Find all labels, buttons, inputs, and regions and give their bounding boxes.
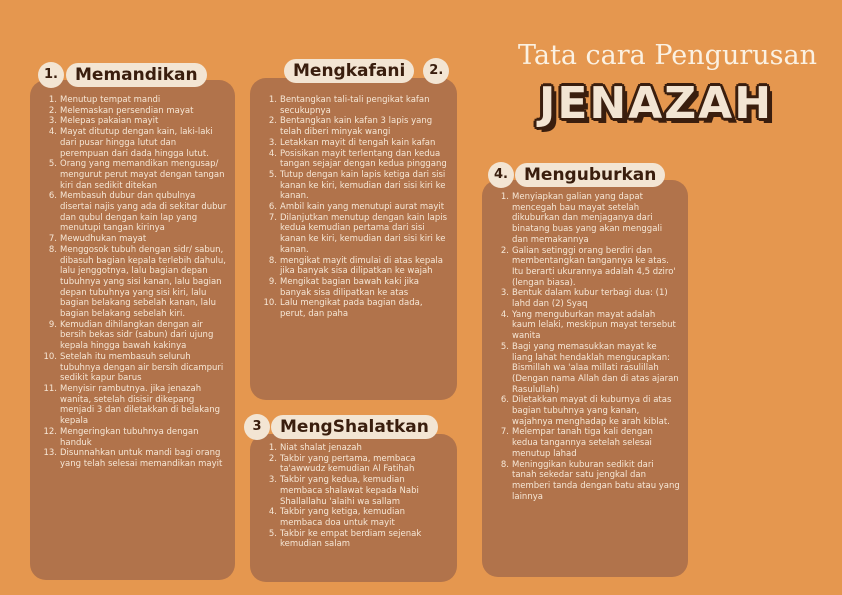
list-item-text: Mayat ditutup dengan kain, laki-laki dari pusar hingga lutut dan perempuan dari dada hingga lutut.: [60, 127, 213, 159]
list-item: [258, 138, 449, 149]
list-item-number: 13.: [43, 448, 57, 459]
list-item: [258, 256, 449, 277]
list-item: [38, 95, 227, 106]
list-item-text: Galian setinggi orang berdiri dan membentangkan tangannya ke atas. Itu berarti ukurannya adalah 4,5 dziro' (lengan biasa).: [512, 245, 676, 288]
list-item: [38, 427, 227, 448]
list-item-text: Melepas pakaian mayit: [60, 116, 159, 127]
list-item-number: 8.: [268, 255, 277, 266]
list-item: [490, 460, 680, 503]
list-item-number: 10.: [263, 298, 277, 309]
list-item-text: Takbir yang ketiga, kemudian membaca doa untuk mayit: [280, 507, 406, 528]
list-item: [258, 507, 449, 528]
list-item-number: 9.: [268, 276, 277, 287]
list-item-text: Melemaskan persendian mayat: [60, 105, 194, 116]
list-item-text: Mengikat bagian bawah kaki jika banyak sisa dilipatkan ke atas: [280, 276, 419, 298]
list-item-text: Bentangkan kain kafan 3 lapis yang telah diberi minyak wangi: [280, 116, 433, 138]
list-item-number: 8.: [500, 459, 509, 470]
list-item-number: 7.: [500, 427, 509, 438]
list-item-text: Membasuh dubur dan qubulnya disertai najis yang ada di sekitar dubur dan qubul dengan kain lap yang menutupi tangan kirinya: [60, 191, 227, 234]
section-title: MengShalatkan: [271, 415, 438, 439]
steps-list: [490, 192, 680, 502]
list-item: [258, 202, 449, 213]
list-item-number: 4.: [48, 127, 57, 138]
list-item-number: 5.: [48, 159, 57, 170]
list-item-text: Menyisir rambutnya. jika jenazah wanita, setelah disisir dikepang menjadi 3 dan diletakkan di belakang kepala: [60, 383, 221, 427]
section-title: Menguburkan: [515, 163, 665, 187]
list-item: [38, 384, 227, 427]
list-item: [38, 352, 227, 384]
list-item: [490, 342, 680, 396]
list-item-number: 12.: [43, 426, 57, 437]
list-item-number: 6.: [268, 202, 277, 213]
list-item: [490, 427, 680, 459]
list-item-number: 5.: [268, 528, 277, 539]
list-item-text: mengikat mayit dimulai di atas kepala jika banyak sisa dilipatkan ke wajah: [280, 255, 444, 277]
list-item: [38, 127, 227, 159]
list-item-number: 2.: [48, 105, 57, 116]
list-item-text: Mengeringkan tubuhnya dengan handuk: [60, 426, 199, 448]
list-item-text: Takbir ke empat berdiam sejenak kemudian salam: [280, 528, 422, 550]
list-item-text: Diletakkan mayat di kuburnya di atas bagian tubuhnya yang kanan, wajahnya menghadap ke arah kiblat.: [512, 395, 672, 427]
list-item: [490, 310, 680, 342]
list-item-text: Posisikan mayit terlentang dan kedua tangan sejajar dengan kedua pinggang: [280, 148, 447, 170]
list-item: [258, 454, 449, 475]
steps-list: [38, 95, 227, 470]
list-item-text: Takbir yang kedua, kemudian membaca shalawat kepada Nabi Shallallahu 'alaihi wa sallam: [280, 475, 419, 507]
steps-list: [258, 95, 449, 320]
list-item-number: 7.: [48, 234, 57, 245]
list-item-text: Setelah itu membasuh seluruh tubuhnya dengan air bersih dicampuri sedikit kapur barus: [60, 351, 224, 384]
list-item: [490, 288, 680, 309]
list-item-number: 6.: [48, 191, 57, 202]
section-card-menguburkan: [482, 180, 688, 577]
list-item-text: Meninggikan kuburan sedikit dari tanah sekedar satu jengkal dan memberi tanda dengan batu atau yang lainnya: [512, 459, 680, 502]
list-item-number: 5.: [500, 341, 509, 352]
list-item: [258, 149, 449, 170]
list-item-number: 6.: [500, 395, 509, 406]
list-item-text: Tutup dengan kain lapis ketiga dari sisi kanan ke kiri, kemudian dari sisi kiri ke kanan.: [280, 169, 446, 202]
list-item-number: 3.: [268, 137, 277, 148]
list-item: [38, 159, 227, 191]
list-item-text: Takbir yang pertama, membaca ta'awwudz kemudian Al Fatihah: [280, 453, 416, 475]
list-item-number: 11.: [43, 383, 57, 394]
section-heading-memandikan: [38, 62, 207, 88]
list-item: [38, 116, 227, 127]
section-heading-menguburkan: [488, 162, 665, 188]
page-title-line2: JENAZAH: [538, 78, 774, 129]
list-item: [258, 213, 449, 256]
list-item: [258, 116, 449, 137]
list-item: [490, 395, 680, 427]
list-item: [490, 246, 680, 289]
list-item-text: Yang menguburkan mayat adalah kaum lelaki, meskipun mayat tersebut wanita: [512, 309, 676, 342]
list-item-text: Bentangkan tali-tali pengikat kafan secukupnya: [280, 95, 430, 116]
section-number-badge: 3: [244, 414, 270, 440]
list-item: [258, 95, 449, 116]
list-item-text: Ambil kain yang menutupi aurat mayit: [280, 202, 445, 213]
list-item: [38, 234, 227, 245]
list-item: [258, 529, 449, 550]
list-item-number: 9.: [48, 319, 57, 330]
list-item-number: 2.: [268, 453, 277, 464]
list-item-text: Disunnahkan untuk mandi bagi orang yang telah selesai memandikan mayit: [60, 448, 223, 469]
list-item-number: 4.: [500, 309, 509, 320]
section-card-menshalatkan: [250, 434, 457, 582]
list-item-text: Menutup tempat mandi: [60, 95, 161, 105]
list-item-number: 4.: [268, 148, 277, 159]
section-title: Mengkafani: [284, 59, 414, 83]
list-item: [38, 191, 227, 234]
list-item-number: 7.: [268, 212, 277, 223]
list-item: [258, 277, 449, 298]
list-item-number: 2.: [268, 116, 277, 127]
section-title: Memandikan: [66, 63, 207, 87]
list-item-text: Orang yang memandikan mengusap/ mengurut perut mayat dengan tangan kiri dan sedikit ditekan: [60, 159, 225, 191]
list-item: [258, 475, 449, 507]
list-item-text: Dilanjutkan menutup dengan kain lapis kedua kemudian pertama dari sisi kanan ke kiri, kemudian dari sisi kiri ke kanan.: [280, 212, 448, 255]
list-item-number: 2.: [500, 245, 509, 256]
section-number-badge: 2.: [423, 58, 449, 84]
section-number-badge: 1.: [38, 62, 64, 88]
list-item-number: 1.: [268, 443, 277, 453]
list-item-text: Letakkan mayit di tengah kain kafan: [280, 137, 436, 148]
list-item-text: Bentuk dalam kubur terbagi dua: (1) lahd dan (2) Syaq: [512, 288, 668, 310]
section-heading-mengkafani: [284, 58, 449, 84]
list-item-text: Bagi yang memasukkan mayat ke liang lahat hendaklah mengucapkan: Bismillah wa 'alaa millati rasulillah (Dengan nama Allah dan di atas ajaran Rasulullah): [512, 341, 679, 395]
list-item: [38, 106, 227, 117]
list-item-number: 4.: [268, 507, 277, 518]
list-item-text: Lalu mengikat pada bagian dada, perut, dan paha: [280, 298, 423, 320]
list-item-text: Mewudhukan mayat: [60, 234, 147, 245]
list-item: [38, 245, 227, 320]
list-item-text: Kemudian dihilangkan dengan air bersih bekas sidr (sabun) dari ujung kepala hingga bawah kakinya: [60, 319, 214, 352]
section-heading-menshalatkan: [244, 414, 438, 440]
list-item-number: 3.: [500, 288, 509, 299]
list-item-number: 3.: [268, 475, 277, 486]
section-card-memandikan: [30, 80, 235, 580]
list-item-text: Menyiapkan galian yang dapat mencegah bau mayat setelah dikuburkan dan menjaganya dari binatang buas yang akan menggali dan memakannya: [512, 192, 663, 245]
list-item-text: Niat shalat jenazah: [280, 443, 362, 453]
list-item-number: 1.: [268, 95, 277, 105]
list-item-number: 1.: [500, 192, 509, 202]
section-card-mengkafani: [250, 78, 457, 400]
list-item-number: 8.: [48, 244, 57, 255]
list-item: [258, 170, 449, 202]
section-number-badge: 4.: [488, 162, 514, 188]
list-item: [258, 443, 449, 454]
list-item: [38, 320, 227, 352]
list-item-text: Menggosok tubuh dengan sidr/ sabun, dibasuh bagian kepala terlebih dahulu, lalu jenggotnya, lalu bagian depan tubuhnya yang sisi kanan, lalu bagian depan tubuhnya yang sisi kiri, lalu bagian belakang sebelah kanan, lalu bagian belakang sebelah kiri.: [60, 244, 226, 320]
list-item: [258, 298, 449, 319]
list-item-number: 1.: [48, 95, 57, 105]
list-item-number: 5.: [268, 169, 277, 180]
list-item: [38, 448, 227, 469]
list-item-text: Melempar tanah tiga kali dengan kedua tangannya setelah selesai menutup lahad: [512, 427, 653, 459]
list-item: [490, 192, 680, 246]
list-item-number: 10.: [43, 351, 57, 362]
page-title-line1: Tata cara Pengurusan: [518, 40, 817, 71]
steps-list: [258, 443, 449, 550]
list-item-number: 3.: [48, 116, 57, 127]
